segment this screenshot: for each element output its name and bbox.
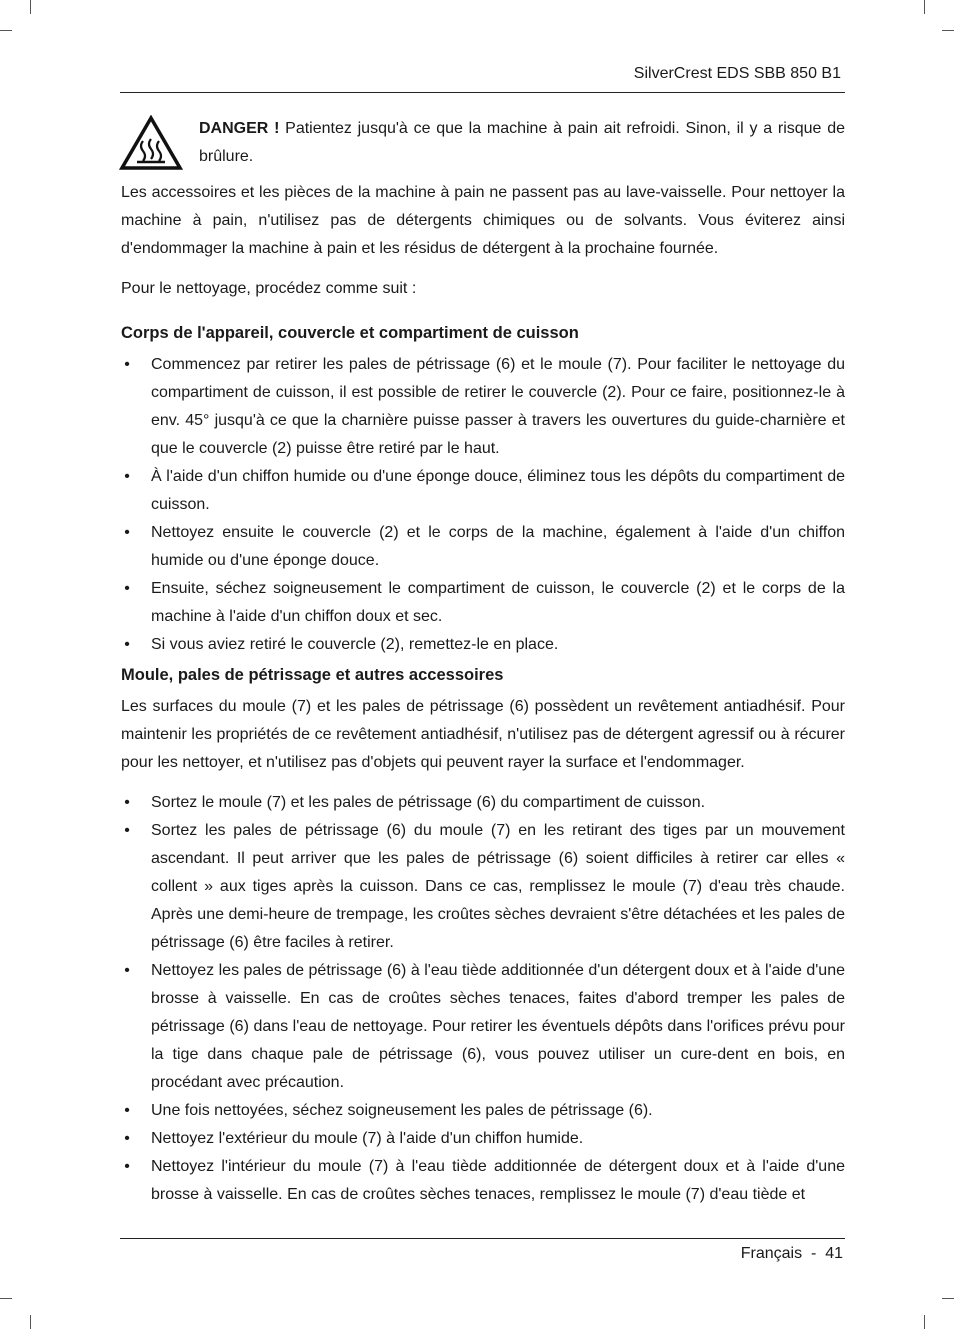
page-header	[120, 62, 845, 93]
bullet-icon: •	[124, 524, 130, 541]
crop-mark	[942, 1298, 954, 1299]
procedure-intro: Pour le nettoyage, procédez comme suit :	[121, 280, 417, 297]
page-footer	[120, 1238, 845, 1262]
bullet-icon: •	[124, 468, 130, 485]
list-item-text: À l'aide d'un chiffon humide ou d'une éponge douce, éliminez tous les dépôts du compartiment de cuisson.	[151, 468, 845, 513]
list-item	[121, 1097, 845, 1125]
crop-mark	[942, 30, 954, 31]
list-item	[121, 351, 845, 463]
list-item	[121, 957, 845, 1097]
crop-mark	[0, 30, 12, 31]
list-item-text: Nettoyez les pales de pétrissage (6) à l'eau tiède additionnée d'un détergent doux et à l'aide d'une brosse à vaisselle. En cas de croûtes sèches tenaces, faites d'abord tremper les pales de pétrissage (6) dans l'eau de nettoyage. Pour retirer les éventuels dépôts dans l'orifices prévu pour la tige dans chaque pale de pétrissage (6), vous pouvez utiliser un cure-dent en bois, en procédant avec précaution.	[151, 962, 845, 1091]
list-item-text: Commencez par retirer les pales de pétrissage (6) et le moule (7). Pour faciliter le nettoyage du compartiment de cuisson, il est possible de retirer le couvercle (2). Pour ce faire, positionnez-le à env. 45° jusqu'à ce que la charnière puisse passer à travers les ouvertures du guide-charnière et que le couvercle (2) puisse être retiré par le haut.	[151, 356, 845, 457]
crop-mark	[924, 0, 925, 14]
page-content	[121, 115, 845, 1209]
danger-text-block	[199, 115, 845, 171]
list-item	[121, 1153, 845, 1209]
crop-mark	[30, 1315, 31, 1329]
bullet-icon: •	[124, 962, 130, 979]
bullet-icon: •	[124, 1130, 130, 1147]
bullet-icon: •	[124, 1158, 130, 1175]
danger-label: DANGER !	[199, 120, 280, 137]
list-item-text: Sortez les pales de pétrissage (6) du moule (7) en les retirant des tiges par un mouvement ascendant. Il peut arriver que les pales de pétrissage (6) soient difficiles à retirer car elles « collent » aux tiges après la cuisson. Dans ce cas, remplissez le moule (7) d'eau très chaude. Après une demi-heure de trempage, les croûtes sèches devraient s'être détachées et les pales de pétrissage (6) être faciles à retirer.	[151, 822, 845, 951]
list-item	[121, 519, 845, 575]
danger-warning	[121, 115, 845, 173]
list-item	[121, 1125, 845, 1153]
list-item-text: Nettoyez l'extérieur du moule (7) à l'aide d'un chiffon humide.	[151, 1130, 584, 1147]
crop-mark	[924, 1315, 925, 1329]
bullet-icon: •	[124, 636, 130, 653]
section2-list	[121, 789, 845, 1209]
list-item-text: Si vous aviez retiré le couvercle (2), remettez-le en place.	[151, 636, 559, 653]
footer-page-info	[741, 1245, 843, 1263]
list-item	[121, 463, 845, 519]
list-item-text: Ensuite, séchez soigneusement le compartiment de cuisson, le couvercle (2) et le corps de la machine à l'aide d'un chiffon doux et sec.	[151, 580, 845, 625]
list-item	[121, 817, 845, 957]
bullet-icon: •	[124, 1102, 130, 1119]
footer-language: Français	[740, 1245, 803, 1262]
list-item	[121, 631, 845, 659]
page-number: 41	[825, 1245, 843, 1262]
bullet-icon: •	[124, 794, 130, 811]
crop-mark	[30, 0, 31, 14]
list-item-text: Sortez le moule (7) et les pales de pétrissage (6) du compartiment de cuisson.	[151, 794, 706, 811]
list-item-text: Nettoyez l'intérieur du moule (7) à l'eau tiède additionnée de détergent doux et à l'aide d'une brosse à vaisselle. En cas de croûtes sèches tenaces, remplissez le moule (7) d'eau tiède et	[151, 1158, 845, 1203]
section-heading-body-lid-chamber: Corps de l'appareil, couvercle et compartiment de cuisson	[121, 324, 579, 342]
section-heading-pan-paddles: Moule, pales de pétrissage et autres accessoires	[121, 666, 504, 684]
intro-paragraph: Les accessoires et les pièces de la machine à pain ne passent pas au lave-vaisselle. Pour nettoyer la machine à pain, n'utilisez pas de détergents chimiques ou de solvants. Vous éviterez ainsi d'endommager la machine à pain et les résidus de détergent à la prochaine fournée.	[121, 184, 845, 257]
section1-list	[121, 351, 845, 659]
list-item-text: Nettoyez ensuite le couvercle (2) et le corps de la machine, également à l'aide d'un chiffon humide ou d'une éponge douce.	[151, 524, 845, 569]
crop-mark	[0, 1298, 12, 1299]
hot-surface-warning-icon	[119, 115, 183, 171]
footer-separator: -	[810, 1245, 817, 1262]
list-item	[121, 789, 845, 817]
danger-message: Patientez jusqu'à ce que la machine à pain ait refroidi. Sinon, il y a risque de brûlure.	[199, 120, 846, 165]
bullet-icon: •	[124, 356, 130, 373]
list-item	[121, 575, 845, 631]
bullet-icon: •	[124, 822, 130, 839]
bullet-icon: •	[124, 580, 130, 597]
header-title: SilverCrest EDS SBB 850 B1	[633, 65, 841, 82]
list-item-text: Une fois nettoyées, séchez soigneusement les pales de pétrissage (6).	[151, 1102, 653, 1119]
section2-intro: Les surfaces du moule (7) et les pales de pétrissage (6) possèdent un revêtement antiadhésif. Pour maintenir les propriétés de ce revêtement antiadhésif, n'utilisez pas de détergent agressif ou à récurer pour les nettoyer, et n'utilisez pas d'objets qui peuvent rayer la surface et l'endommager.	[121, 698, 845, 771]
